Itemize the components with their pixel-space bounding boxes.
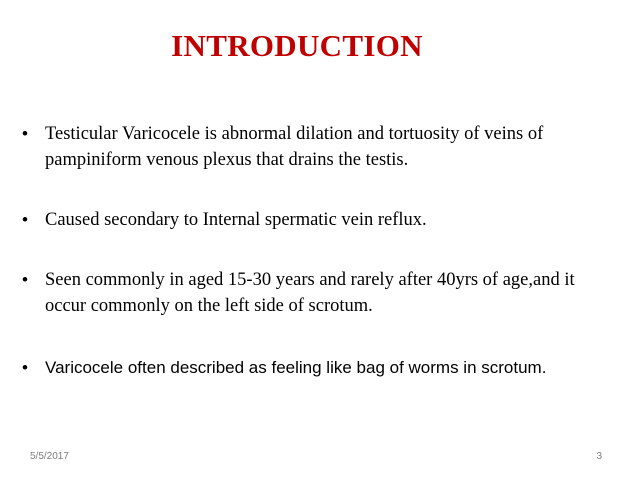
footer-page-number: 3	[596, 451, 602, 462]
bullet-marker: •	[22, 270, 28, 289]
bullet-marker: •	[22, 210, 28, 229]
footer-date: 5/5/2017	[30, 451, 69, 462]
bullet-text: Seen commonly in aged 15-30 years and rarely after 40yrs of age,and it occur commonly on the left side of scrotum.	[45, 270, 575, 316]
bullet-item	[20, 207, 610, 233]
bullet-item	[20, 267, 610, 319]
slide-title: INTRODUCTION	[171, 28, 423, 63]
bullet-text: Varicocele often described as feeling like bag of worms in scrotum.	[45, 358, 547, 377]
bullet-marker: •	[22, 124, 28, 143]
bullet-text: Caused secondary to Internal spermatic vein reflux.	[45, 210, 427, 230]
bullet-item	[20, 355, 610, 381]
bullet-marker: •	[22, 358, 28, 377]
bullet-item	[20, 121, 610, 173]
bullet-text: Testicular Varicocele is abnormal dilation and tortuosity of veins of pampiniform venous plexus that drains the testis.	[45, 124, 544, 170]
